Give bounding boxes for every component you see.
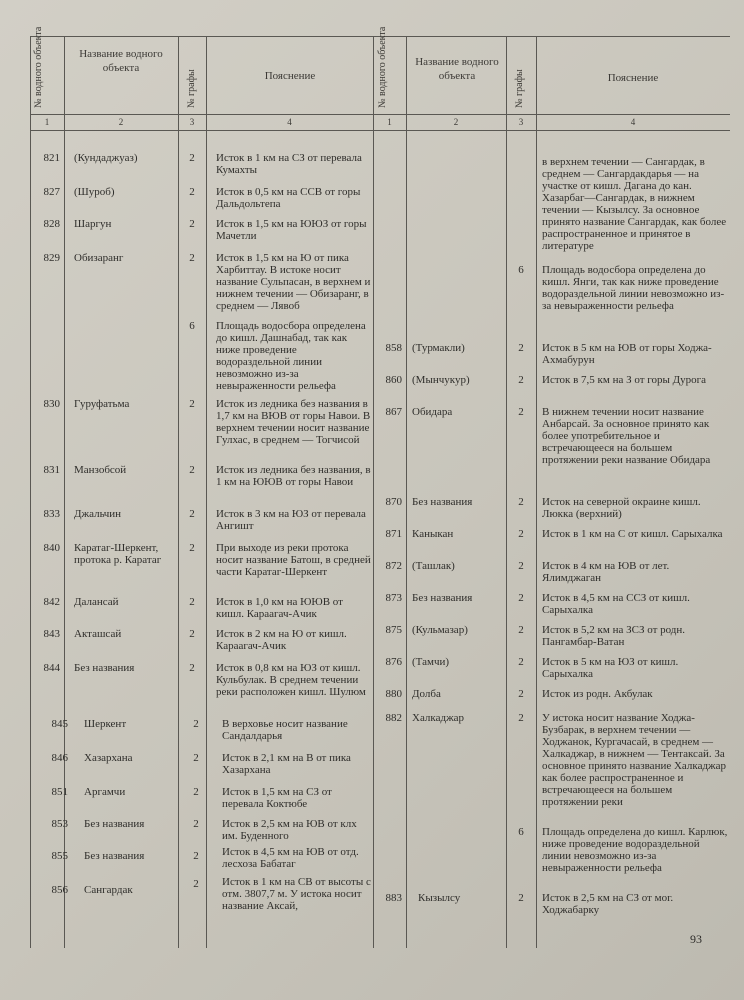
explanation: Исток в 1 км на С от кишл. Сарыхалка bbox=[542, 528, 723, 540]
object-name: (Тамчи) bbox=[412, 656, 450, 668]
object-number: 821 bbox=[43, 152, 60, 164]
page-number: 93 bbox=[690, 932, 702, 946]
object-number: 882 bbox=[385, 712, 402, 724]
explanation: Исток в 1 км на СЗ от перевала Кумахты bbox=[216, 152, 362, 176]
graph-number: 2 bbox=[518, 560, 524, 572]
object-name: Кызылсу bbox=[418, 892, 461, 904]
header-explanation: Пояснение bbox=[607, 72, 659, 84]
explanation: При выходе из реки протока носит название Батош, в средней части Каратаг-Шеркент bbox=[216, 542, 371, 578]
object-number: 876 bbox=[385, 656, 402, 668]
object-number: 883 bbox=[385, 892, 402, 904]
explanation: Исток в 4 км на ЮВ от лет. Ялимджаган bbox=[542, 560, 670, 584]
explanation: Исток в 4,5 км на ССЗ от кишл. Сарыхалка bbox=[542, 592, 690, 616]
object-number: 843 bbox=[43, 628, 60, 640]
explanation: Исток в 2,5 км на ЮВ от клх им. Буденного bbox=[222, 818, 357, 842]
graph-number: 2 bbox=[193, 752, 199, 764]
column-rule bbox=[406, 36, 407, 948]
graph-number: 2 bbox=[193, 850, 199, 862]
explanation: Исток в 5 км на ЮЗ от кишл. Сарыхалка bbox=[542, 656, 679, 680]
graph-number: 2 bbox=[518, 592, 524, 604]
explanation: Исток в 1 км на СВ от высоты с отм. 3807,7 м. У истока носит название Аксай, bbox=[222, 876, 371, 912]
object-name: Джальчин bbox=[74, 508, 122, 520]
graph-number: 6 bbox=[518, 264, 524, 276]
object-name: Гуруфатьма bbox=[74, 398, 130, 410]
header-name: Название водного объекта bbox=[79, 48, 163, 74]
column-index: 1 bbox=[387, 117, 392, 127]
column-index: 3 bbox=[518, 117, 524, 127]
graph-number: 2 bbox=[518, 712, 524, 724]
graph-number: 2 bbox=[189, 186, 195, 198]
column-rule bbox=[178, 36, 179, 948]
explanation: Площадь определена до кишл. Карлюк, ниже проведение водораздельной линии невозможно из-за невыраженности рельефа bbox=[542, 826, 728, 874]
object-number: 827 bbox=[43, 186, 60, 198]
object-number: 860 bbox=[385, 374, 402, 386]
explanation: Исток в 7,5 км на З от горы Дурога bbox=[542, 374, 707, 386]
explanation: У истока носит название Ходжа-Бузбарак, в верхнем течении — Ходжанок, Кургачасай, в среднем — Халкаджар, в нижнем — Тентаксай. За основное принято название Халкаджар как более распространенное и встречающееся на большем протяжении реки bbox=[542, 712, 727, 808]
object-name: Обизаранг bbox=[74, 252, 124, 264]
explanation: Исток в 1,5 км на Ю от пика Харбиттау. В истоке носит название Сульпасан, в верхнем и нижнем течении — Обизаранг, в среднем — Лявоб bbox=[216, 252, 371, 312]
explanation: Исток в 0,5 км на ССВ от горы Дальдольтепа bbox=[216, 186, 361, 210]
explanation: Исток из ледника без названия, в 1 км на ЮЮВ от горы Навои bbox=[216, 464, 371, 488]
object-number: 853 bbox=[51, 818, 68, 830]
object-number: 851 bbox=[51, 786, 68, 798]
graph-number: 6 bbox=[518, 826, 524, 838]
graph-number: 2 bbox=[189, 252, 195, 264]
object-name: Халкаджар bbox=[412, 712, 465, 724]
explanation: Исток в 2 км на Ю от кишл. Караагач-Ачик bbox=[216, 628, 347, 652]
graph-number: 2 bbox=[189, 596, 195, 608]
graph-number: 2 bbox=[189, 464, 195, 476]
explanation: Исток в 5,2 км на ЗСЗ от родн. Пангамбар-Ватан bbox=[542, 624, 686, 648]
column-index: 4 bbox=[287, 117, 292, 127]
header-explanation: Пояснение bbox=[264, 70, 316, 82]
graph-number: 2 bbox=[518, 496, 524, 508]
column-rule bbox=[536, 36, 537, 948]
object-name: (Мынчукур) bbox=[412, 374, 470, 386]
explanation: Исток из родн. Акбулак bbox=[542, 688, 653, 700]
object-number: 872 bbox=[385, 560, 402, 572]
explanation: Исток в 2,1 км на В от пика Хазархана bbox=[222, 752, 351, 776]
table-border-left bbox=[30, 36, 31, 948]
header-no: № водного объекта bbox=[33, 26, 44, 108]
header-no: № водного объекта bbox=[377, 26, 388, 108]
explanation: в верхнем течении — Сангардак, в среднем — Сангардакдарья — на участке от кишл. Дагана до кан. Хазарбаг—Сангардак, в нижнем течении — Кызылсу. За основное принято название Сангардак, как более распространенное и принятое в литературе bbox=[542, 156, 727, 252]
object-name: Манзобсой bbox=[74, 464, 127, 476]
graph-number: 2 bbox=[189, 218, 195, 230]
object-number: 880 bbox=[385, 688, 402, 700]
graph-number: 2 bbox=[189, 152, 195, 164]
explanation: Исток в 1,0 км на ЮЮВ от кишл. Караагач-Ачик bbox=[216, 596, 343, 620]
graph-number: 2 bbox=[518, 528, 524, 540]
graph-number: 2 bbox=[518, 342, 524, 354]
graph-number: 2 bbox=[518, 892, 524, 904]
object-name: Каратаг-Шеркент, протока р. Каратаг bbox=[74, 542, 162, 566]
graph-number: 2 bbox=[518, 624, 524, 636]
column-rule bbox=[206, 36, 207, 948]
graph-number: 2 bbox=[189, 508, 195, 520]
object-number: 871 bbox=[385, 528, 402, 540]
column-index: 2 bbox=[453, 117, 459, 127]
graph-number: 2 bbox=[518, 656, 524, 668]
header-graph: № графы bbox=[514, 69, 525, 108]
object-number: 842 bbox=[43, 596, 60, 608]
object-number: 867 bbox=[385, 406, 402, 418]
object-name: Долба bbox=[412, 688, 441, 700]
object-number: 855 bbox=[51, 850, 68, 862]
explanation: Исток в 5 км на ЮВ от горы Ходжа-Ахмабурун bbox=[542, 342, 712, 366]
object-name: Обидара bbox=[412, 406, 453, 418]
explanation: Площадь водосбора определена до кишл. Янги, так как ниже проведение водораздельной линии невозможно из-за невыраженности рельефа bbox=[542, 264, 725, 312]
graph-number: 2 bbox=[518, 688, 524, 700]
header-name: Название водного объекта bbox=[415, 56, 499, 82]
object-number: 873 bbox=[385, 592, 402, 604]
header-graph: № графы bbox=[186, 69, 197, 108]
object-number: 846 bbox=[51, 752, 68, 764]
object-name: Без названия bbox=[412, 592, 473, 604]
object-number: 829 bbox=[43, 252, 60, 264]
explanation: Исток из ледника без названия в 1,7 км на ВЮВ от горы Навои. В верхнем течении носит название Гулхас, в среднем — Тогчисой bbox=[216, 398, 371, 446]
object-name: (Турмакли) bbox=[412, 342, 465, 354]
header-index-rule bbox=[30, 130, 730, 131]
graph-number: 2 bbox=[193, 786, 199, 798]
explanation: Исток в 0,8 км на ЮЗ от кишл. Кульбулак. В среднем течении реки расположен кишл. Шулюм bbox=[216, 662, 366, 698]
explanation: Исток в 4,5 км на ЮВ от отд. лесхоза Бабатаг bbox=[222, 846, 359, 870]
object-number: 875 bbox=[385, 624, 402, 636]
object-number: 844 bbox=[43, 662, 60, 674]
column-index: 2 bbox=[118, 117, 124, 127]
object-name: (Ташлак) bbox=[412, 560, 455, 572]
object-name: (Шуроб) bbox=[74, 186, 115, 198]
explanation: Исток на северной окраине кишл. Люкка (верхний) bbox=[542, 496, 701, 520]
column-index: 3 bbox=[189, 117, 195, 127]
graph-number: 2 bbox=[193, 718, 199, 730]
header-rule bbox=[30, 114, 730, 115]
object-name: Без названия bbox=[412, 496, 473, 508]
object-name: Каныкан bbox=[412, 528, 454, 540]
graph-number: 2 bbox=[189, 628, 195, 640]
object-number: 858 bbox=[385, 342, 402, 354]
explanation: Площадь водосбора определена до кишл. Дашнабад, так как ниже проведение водораздельной линии невозможно из-за невыраженности рельефа bbox=[216, 320, 366, 392]
explanation: Исток в 2,5 км на СЗ от мог. Ходжабарку bbox=[542, 892, 674, 916]
graph-number: 2 bbox=[189, 398, 195, 410]
object-name: Хазархана bbox=[84, 752, 133, 764]
object-number: 830 bbox=[43, 398, 60, 410]
object-number: 840 bbox=[43, 542, 60, 554]
object-name: Без названия bbox=[84, 818, 145, 830]
graph-number: 2 bbox=[193, 878, 199, 890]
table-center-rule bbox=[373, 36, 374, 948]
column-index: 1 bbox=[44, 117, 50, 127]
graph-number: 2 bbox=[189, 542, 195, 554]
graph-number: 2 bbox=[193, 818, 199, 830]
object-number: 856 bbox=[51, 884, 68, 896]
explanation: В верховье носит название Сандалдарья bbox=[222, 718, 348, 742]
column-rule bbox=[64, 36, 65, 948]
object-name: Акташсай bbox=[74, 628, 122, 640]
explanation: Исток в 1,5 км на ЮЮЗ от горы Мачетли bbox=[216, 218, 367, 242]
object-name: Аргамчи bbox=[84, 786, 126, 798]
column-rule bbox=[506, 36, 507, 948]
object-name: Шаргун bbox=[74, 218, 112, 230]
graph-number: 6 bbox=[189, 320, 195, 332]
graph-number: 2 bbox=[189, 662, 195, 674]
object-number: 833 bbox=[43, 508, 60, 520]
object-name: Сангардак bbox=[84, 884, 133, 896]
explanation: В нижнем течении носит название Анбарсай. За основное принято как более употребительное и встречающееся на большем протяжении реки название Обидара bbox=[542, 406, 711, 466]
explanation: Исток в 1,5 км на СЗ от перевала Коктюбе bbox=[222, 786, 332, 810]
object-name: Шеркент bbox=[84, 718, 127, 730]
object-number: 870 bbox=[385, 496, 402, 508]
object-number: 828 bbox=[43, 218, 60, 230]
column-index: 4 bbox=[630, 117, 636, 127]
object-name: Без названия bbox=[84, 850, 145, 862]
object-name: Далансай bbox=[74, 596, 119, 608]
object-number: 831 bbox=[43, 464, 60, 476]
object-number: 845 bbox=[51, 718, 68, 730]
object-name: (Кульмазар) bbox=[412, 624, 468, 636]
graph-number: 2 bbox=[518, 406, 524, 418]
explanation: Исток в 3 км на ЮЗ от перевала Ангишт bbox=[216, 508, 366, 532]
object-name: (Кундаджуаз) bbox=[74, 152, 138, 164]
object-name: Без названия bbox=[74, 662, 135, 674]
graph-number: 2 bbox=[518, 374, 524, 386]
